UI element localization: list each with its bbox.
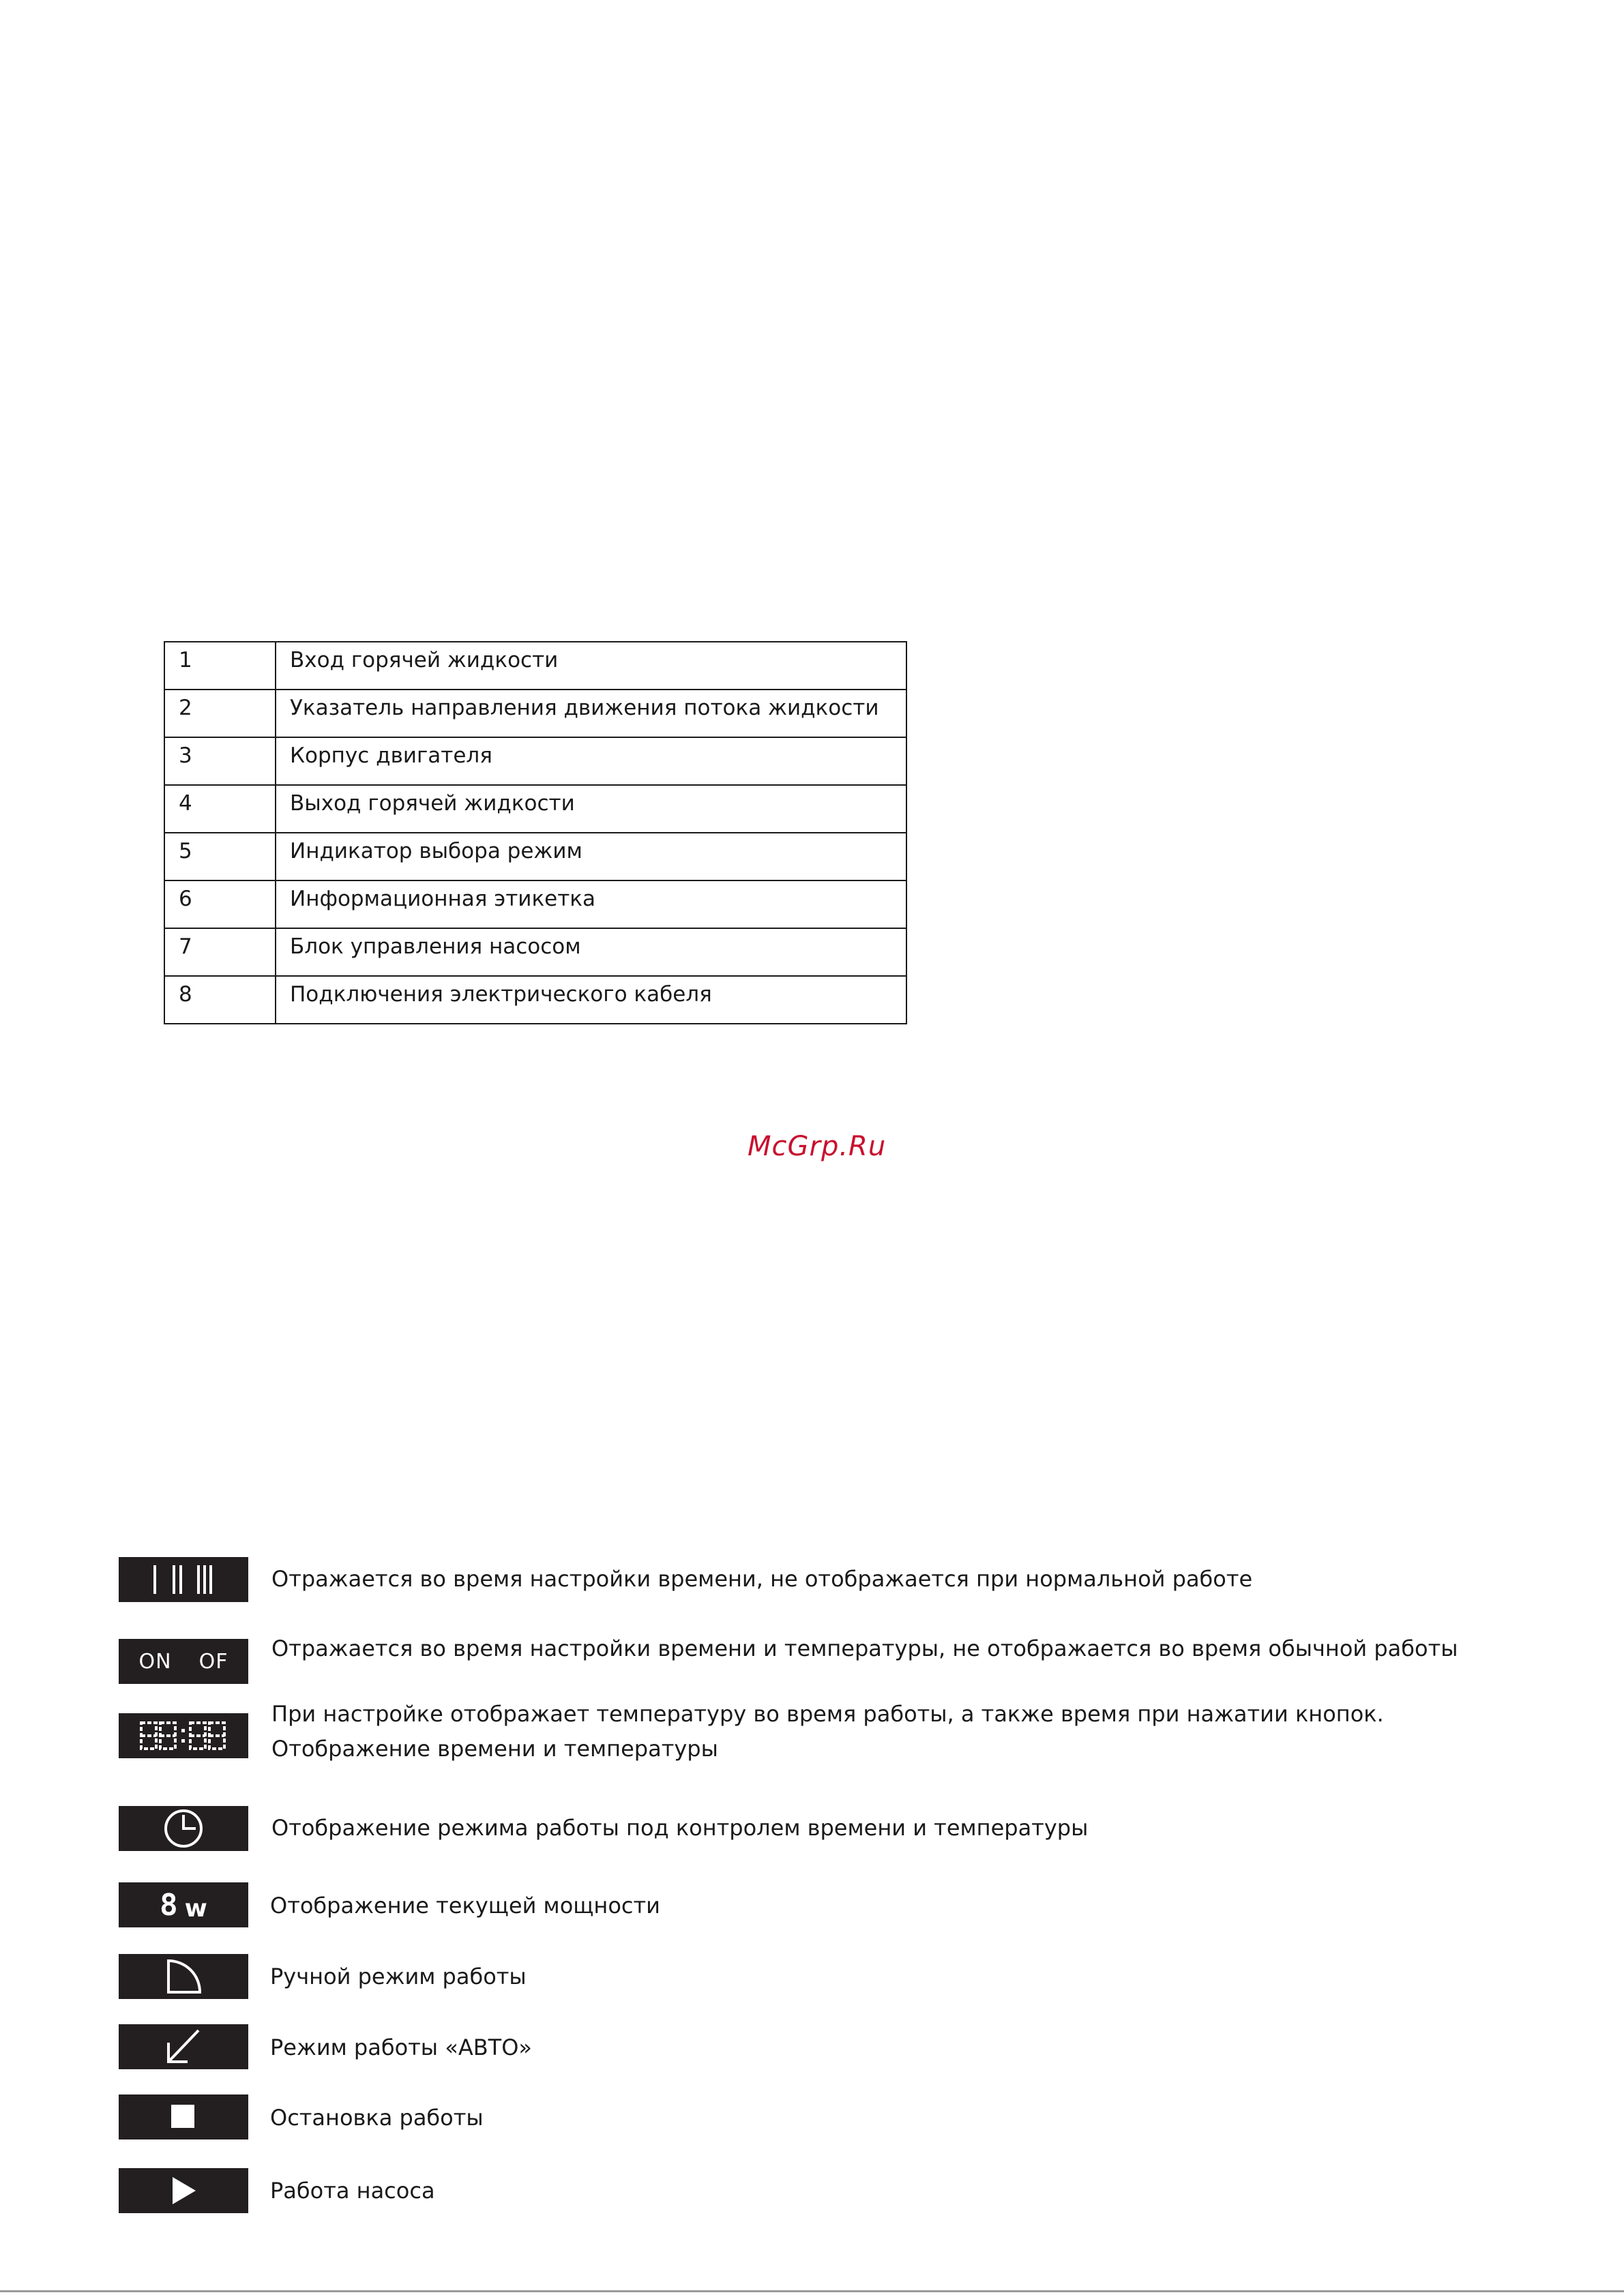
clock-icon bbox=[119, 1806, 248, 1851]
parts-table bbox=[164, 641, 907, 1024]
watermark-text[interactable]: McGrp.Ru bbox=[748, 1131, 887, 1162]
page-bottom-divider bbox=[0, 2290, 1624, 2292]
table-row bbox=[164, 976, 906, 1024]
speed-bars-icon bbox=[119, 1557, 248, 1602]
on-off-indicator bbox=[119, 1639, 248, 1684]
part-label: Блок управления насосом bbox=[276, 928, 906, 976]
legend-desc: Отображение текущей мощности bbox=[270, 1893, 660, 1919]
part-number: 5 bbox=[164, 833, 276, 880]
legend-desc: Ручной режим работы bbox=[270, 1964, 527, 1989]
table-row bbox=[164, 928, 906, 976]
table-row bbox=[164, 785, 906, 833]
part-label: Информационная этикетка bbox=[276, 880, 906, 928]
part-number: 4 bbox=[164, 785, 276, 833]
on-label: ON bbox=[138, 1649, 172, 1674]
part-label: Указатель направления движения потока жидкости bbox=[276, 690, 906, 737]
part-label: Корпус двигателя bbox=[276, 737, 906, 785]
part-number: 2 bbox=[164, 690, 276, 737]
legend-desc: Режим работы «АВТО» bbox=[270, 2034, 532, 2060]
power-display bbox=[119, 1882, 248, 1927]
part-label: Выход горячей жидкости bbox=[276, 785, 906, 833]
table-row bbox=[164, 880, 906, 928]
legend-desc: Работа насоса bbox=[270, 2178, 435, 2204]
part-number: 1 bbox=[164, 642, 276, 690]
table-row bbox=[164, 737, 906, 785]
power-digit: 8 bbox=[160, 1887, 178, 1923]
seven-segment-display-icon bbox=[119, 1713, 248, 1758]
power-unit: w bbox=[184, 1894, 207, 1923]
part-number: 8 bbox=[164, 976, 276, 1024]
part-label: Вход горячей жидкости bbox=[276, 642, 906, 690]
play-triangle-icon bbox=[119, 2168, 248, 2213]
part-label: Индикатор выбора режим bbox=[276, 833, 906, 880]
stop-square-icon bbox=[119, 2094, 248, 2139]
table-row bbox=[164, 642, 906, 690]
diagonal-arrow-icon bbox=[119, 2024, 248, 2069]
legend-desc-line2: Отображение времени и температуры bbox=[271, 1736, 718, 1762]
table-row bbox=[164, 833, 906, 880]
legend-desc: Остановка работы bbox=[270, 2105, 484, 2131]
part-label: Подключения электрического кабеля bbox=[276, 976, 906, 1024]
legend-desc: Отражается во время настройки времени, не отображается при нормальной работе bbox=[271, 1566, 1253, 1592]
legend-desc-line1: При настройке отображает температуру во время работы, а также время при нажатии кнопок. bbox=[271, 1701, 1384, 1727]
legend-desc: Отражается во время настройки времени и температуры, не отображается во время обычной работы bbox=[271, 1635, 1458, 1661]
of-label: OF bbox=[198, 1649, 228, 1674]
part-number: 3 bbox=[164, 737, 276, 785]
quarter-circle-icon bbox=[119, 1954, 248, 1999]
part-number: 7 bbox=[164, 928, 276, 976]
part-number: 6 bbox=[164, 880, 276, 928]
legend-desc: Отображение режима работы под контролем времени и температуры bbox=[271, 1815, 1089, 1841]
table-row bbox=[164, 690, 906, 737]
